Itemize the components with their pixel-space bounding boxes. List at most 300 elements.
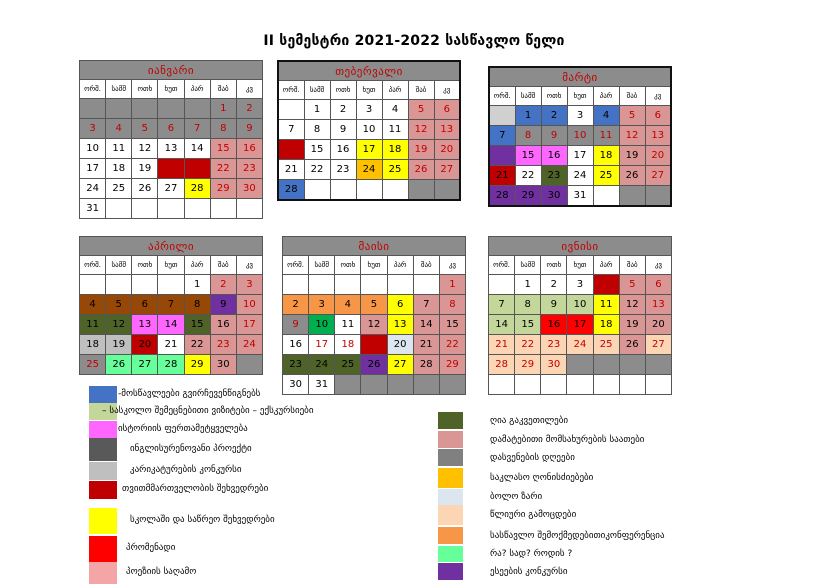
day-cell: 6 — [387, 295, 413, 315]
day-cell: 24 — [236, 335, 262, 355]
legend-swatch — [438, 546, 463, 562]
month-calendar — [488, 66, 672, 207]
day-cell: 2 — [210, 275, 236, 295]
weekday-header: შაბ — [210, 256, 236, 275]
day-cell: 22 — [515, 335, 541, 355]
month-calendar — [488, 236, 672, 395]
month-name: თებერვალი — [278, 61, 460, 81]
day-cell — [619, 375, 645, 395]
day-cell: 27 — [645, 166, 671, 186]
day-cell: 21 — [158, 335, 184, 355]
weekday-header: კვ — [645, 256, 671, 275]
day-cell: 5 — [619, 106, 645, 126]
day-cell: 14 — [489, 315, 515, 335]
legend-label: ღია გაკვეთილები — [490, 415, 569, 426]
day-cell: 1 — [210, 99, 236, 119]
day-cell: 9 — [330, 120, 356, 140]
day-cell: 22 — [439, 335, 465, 355]
day-cell — [278, 100, 304, 120]
day-cell: 17 — [567, 146, 593, 166]
legend-swatch — [438, 431, 463, 448]
legend-label: ბოლო ზარი — [490, 492, 543, 502]
legend-label: ესეების კონკურსი — [490, 566, 568, 577]
day-cell: 23 — [330, 160, 356, 180]
day-cell: 14 — [413, 315, 439, 335]
day-cell — [593, 375, 619, 395]
day-cell: 13 — [158, 139, 184, 159]
day-cell: 8 — [439, 295, 465, 315]
day-cell: 18 — [593, 146, 619, 166]
day-cell: 29 — [515, 186, 541, 207]
day-cell: 11 — [106, 139, 132, 159]
day-cell: 2 — [283, 295, 309, 315]
weekday-header: ორშ. — [489, 87, 515, 106]
day-cell: 31 — [309, 375, 335, 395]
day-cell: 14 — [278, 140, 304, 160]
legend-swatch — [89, 508, 117, 534]
day-cell: 5 — [408, 100, 434, 120]
day-cell: 4 — [106, 119, 132, 139]
weekday-header: ხუთ — [158, 256, 184, 275]
day-cell — [184, 199, 210, 219]
day-cell: 7 — [184, 119, 210, 139]
day-cell: 26 — [132, 179, 158, 199]
day-cell: 3 — [567, 275, 593, 295]
day-cell: 11 — [80, 315, 106, 335]
day-cell: 26 — [619, 335, 645, 355]
day-cell: 5 — [106, 295, 132, 315]
day-cell: 4 — [80, 295, 106, 315]
day-cell: 23 — [283, 355, 309, 375]
legend-label: პოეზიის საღამო — [126, 567, 197, 577]
day-cell: 19 — [106, 335, 132, 355]
day-cell: 20 — [645, 146, 671, 166]
day-cell: 15 — [515, 315, 541, 335]
day-cell: 28 — [489, 355, 515, 375]
day-cell — [645, 375, 671, 395]
day-cell — [413, 375, 439, 395]
day-cell — [439, 375, 465, 395]
day-cell: 21 — [413, 335, 439, 355]
day-cell — [387, 375, 413, 395]
day-cell: 11 — [593, 295, 619, 315]
legend-label: ისტორიის ფერთამეტყველება — [118, 423, 248, 434]
day-cell: 11 — [593, 126, 619, 146]
day-cell — [304, 180, 330, 201]
legend-swatch — [438, 449, 463, 466]
day-cell: 19 — [408, 140, 434, 160]
day-cell — [434, 180, 460, 201]
day-cell: 12 — [132, 139, 158, 159]
day-cell: 15 — [515, 146, 541, 166]
day-cell — [335, 275, 361, 295]
legend-label: კარიკატურების კონკურსი — [130, 465, 242, 475]
day-cell: 10 — [567, 126, 593, 146]
weekday-header: პარ — [382, 81, 408, 100]
day-cell — [356, 180, 382, 201]
day-cell: 13 — [434, 120, 460, 140]
weekday-header: ხუთ — [567, 256, 593, 275]
day-cell: 18 — [106, 159, 132, 179]
day-cell: 27 — [645, 335, 671, 355]
day-cell: 13 — [645, 295, 671, 315]
day-cell: 12 — [619, 295, 645, 315]
day-cell: 17 — [80, 159, 106, 179]
day-cell: 3 — [356, 100, 382, 120]
day-cell: 4 — [335, 295, 361, 315]
weekday-header: პარ — [184, 256, 210, 275]
legend-label: რა? სად? როდის ? — [490, 549, 573, 559]
day-cell — [106, 275, 132, 295]
day-cell: 27 — [132, 355, 158, 375]
day-cell: 8 — [184, 295, 210, 315]
day-cell: 1 — [184, 275, 210, 295]
day-cell — [413, 275, 439, 295]
day-cell — [158, 99, 184, 119]
day-cell: 20 — [645, 315, 671, 335]
day-cell: 29 — [184, 355, 210, 375]
day-cell: 27 — [387, 355, 413, 375]
day-cell: 30 — [541, 186, 567, 207]
weekday-header: ოთხ — [541, 256, 567, 275]
day-cell — [80, 275, 106, 295]
legend-swatch — [438, 489, 463, 505]
weekday-header: ოთხ — [541, 87, 567, 106]
day-cell: 16 — [210, 315, 236, 335]
page-title: II სემესტრი 2021-2022 სასწავლო წელი — [263, 33, 565, 49]
day-cell: 15 — [210, 139, 236, 159]
weekday-header: შაბ — [408, 81, 434, 100]
day-cell: 7 — [158, 295, 184, 315]
day-cell: 25 — [593, 335, 619, 355]
day-cell: 10 — [80, 139, 106, 159]
day-cell: 2 — [541, 275, 567, 295]
month-name: ივნისი — [489, 237, 672, 256]
legend-swatch — [89, 562, 117, 584]
day-cell: 6 — [645, 106, 671, 126]
weekday-header: პარ — [593, 256, 619, 275]
day-cell: 30 — [283, 375, 309, 395]
day-cell: 9 — [541, 295, 567, 315]
weekday-header: კვ — [434, 81, 460, 100]
day-cell: 5 — [619, 275, 645, 295]
day-cell — [619, 355, 645, 375]
day-cell: 6 — [645, 275, 671, 295]
legend-label: ინგლისურენოვანი პროექტი — [130, 443, 252, 454]
legend-label: – სასკოლო შემეცნებითი ვიზიტები – ექსკურსიები — [102, 405, 314, 416]
legend-swatch — [438, 563, 463, 580]
day-cell — [236, 199, 262, 219]
weekday-header: პარ — [387, 256, 413, 275]
day-cell: 22 — [304, 160, 330, 180]
day-cell: 17 — [309, 335, 335, 355]
day-cell: 1 — [515, 106, 541, 126]
day-cell — [236, 355, 262, 375]
weekday-header: პარ — [593, 87, 619, 106]
day-cell: 24 — [567, 335, 593, 355]
legend-label: სასწავლო შემოქმედებითიკონფერენცია — [490, 530, 665, 541]
day-cell: 2 — [236, 99, 262, 119]
weekday-header: სამშ — [106, 80, 132, 99]
weekday-header: შაბ — [413, 256, 439, 275]
day-cell: 8 — [304, 120, 330, 140]
day-cell: 13 — [387, 315, 413, 335]
day-cell — [210, 199, 236, 219]
day-cell: 3 — [236, 275, 262, 295]
day-cell: 15 — [439, 315, 465, 335]
day-cell — [184, 99, 210, 119]
day-cell: 15 — [304, 140, 330, 160]
day-cell: 31 — [80, 199, 106, 219]
day-cell: 28 — [278, 180, 304, 201]
day-cell: 28 — [184, 179, 210, 199]
weekday-header: სამშ — [515, 256, 541, 275]
day-cell — [619, 186, 645, 207]
day-cell — [593, 355, 619, 375]
day-cell — [158, 199, 184, 219]
weekday-header: სამშ — [304, 81, 330, 100]
day-cell: 17 — [356, 140, 382, 160]
legend-swatch — [89, 386, 117, 403]
weekday-header: ხუთ — [158, 80, 184, 99]
day-cell — [132, 199, 158, 219]
weekday-header: სამშ — [515, 87, 541, 106]
day-cell: 6 — [434, 100, 460, 120]
legend-swatch — [438, 505, 463, 525]
day-cell: 14 — [184, 139, 210, 159]
weekday-header: პარ — [184, 80, 210, 99]
day-cell: 3 — [80, 119, 106, 139]
day-cell — [158, 275, 184, 295]
day-cell: 28 — [413, 355, 439, 375]
weekday-header: კვ — [236, 256, 262, 275]
day-cell: 23 — [236, 159, 262, 179]
day-cell: 26 — [361, 355, 387, 375]
day-cell — [335, 375, 361, 395]
day-cell: 25 — [106, 179, 132, 199]
weekday-header: კვ — [236, 80, 262, 99]
day-cell — [132, 275, 158, 295]
day-cell: 28 — [489, 186, 515, 207]
day-cell — [645, 355, 671, 375]
day-cell: 19 — [132, 159, 158, 179]
legend-swatch — [89, 481, 117, 499]
day-cell — [489, 275, 515, 295]
day-cell: 19 — [619, 315, 645, 335]
weekday-header: ოთხ — [132, 256, 158, 275]
day-cell: 7 — [489, 295, 515, 315]
day-cell: 25 — [335, 355, 361, 375]
weekday-header: ოთხ — [330, 81, 356, 100]
day-cell — [515, 375, 541, 395]
day-cell: 19 — [361, 335, 387, 355]
day-cell: 21 — [489, 335, 515, 355]
day-cell: 9 — [541, 126, 567, 146]
day-cell — [489, 375, 515, 395]
legend-swatch — [89, 438, 117, 461]
legend-label: საკლასო ღონისძიებები — [490, 473, 594, 483]
day-cell: 7 — [489, 126, 515, 146]
weekday-header: ორშ. — [80, 80, 106, 99]
weekday-header: ხუთ — [361, 256, 387, 275]
day-cell: 22 — [515, 166, 541, 186]
day-cell — [283, 275, 309, 295]
day-cell: 1 — [515, 275, 541, 295]
weekday-header: კვ — [645, 87, 671, 106]
day-cell: 16 — [541, 315, 567, 335]
day-cell: 3 — [567, 106, 593, 126]
day-cell — [593, 186, 619, 207]
day-cell: 10 — [356, 120, 382, 140]
day-cell: 24 — [567, 166, 593, 186]
day-cell — [645, 186, 671, 207]
day-cell: 4 — [593, 275, 619, 295]
day-cell: 2 — [541, 106, 567, 126]
day-cell: 16 — [541, 146, 567, 166]
day-cell: 17 — [236, 315, 262, 335]
day-cell: 21 — [184, 159, 210, 179]
day-cell: 20 — [158, 159, 184, 179]
month-calendar — [79, 236, 263, 375]
day-cell: 14 — [489, 146, 515, 166]
day-cell: 10 — [309, 315, 335, 335]
month-name: აპრილი — [80, 237, 263, 256]
day-cell: 5 — [132, 119, 158, 139]
day-cell: 31 — [567, 186, 593, 207]
day-cell: 18 — [335, 335, 361, 355]
day-cell: 1 — [304, 100, 330, 120]
day-cell — [106, 199, 132, 219]
month-name: იანვარი — [80, 61, 263, 80]
day-cell: 20 — [132, 335, 158, 355]
day-cell: 3 — [309, 295, 335, 315]
day-cell: 26 — [408, 160, 434, 180]
weekday-header: ხუთ — [356, 81, 382, 100]
day-cell: 4 — [593, 106, 619, 126]
day-cell: 12 — [619, 126, 645, 146]
day-cell: 21 — [278, 160, 304, 180]
weekday-header: ორშ. — [278, 81, 304, 100]
day-cell: 6 — [132, 295, 158, 315]
day-cell: 10 — [567, 295, 593, 315]
day-cell: 26 — [619, 166, 645, 186]
day-cell: 18 — [382, 140, 408, 160]
day-cell: 26 — [106, 355, 132, 375]
day-cell — [541, 375, 567, 395]
month-calendar — [282, 236, 466, 395]
month-calendar — [79, 60, 263, 219]
day-cell: 1 — [439, 275, 465, 295]
day-cell: 28 — [158, 355, 184, 375]
weekday-header: კვ — [439, 256, 465, 275]
day-cell: 8 — [210, 119, 236, 139]
day-cell — [106, 99, 132, 119]
day-cell: 30 — [210, 355, 236, 375]
legend-label: პრომენადი — [126, 543, 176, 553]
day-cell: 9 — [236, 119, 262, 139]
legend-label: -მოსწავლეები გვირჩევენწიგნებს — [118, 388, 261, 399]
day-cell: 27 — [434, 160, 460, 180]
day-cell — [361, 275, 387, 295]
day-cell: 29 — [515, 355, 541, 375]
month-name: მაისი — [283, 237, 466, 256]
day-cell: 7 — [413, 295, 439, 315]
day-cell: 16 — [236, 139, 262, 159]
weekday-header: ხუთ — [567, 87, 593, 106]
day-cell: 30 — [541, 355, 567, 375]
day-cell — [408, 180, 434, 201]
day-cell: 12 — [106, 315, 132, 335]
day-cell: 11 — [382, 120, 408, 140]
legend-swatch — [438, 527, 463, 544]
day-cell: 21 — [489, 166, 515, 186]
day-cell — [330, 180, 356, 201]
day-cell: 8 — [515, 295, 541, 315]
day-cell: 20 — [387, 335, 413, 355]
legend-label: თვითმმართველობის შეხვედრები — [122, 484, 269, 494]
weekday-header: ოთხ — [335, 256, 361, 275]
day-cell — [567, 355, 593, 375]
day-cell: 13 — [645, 126, 671, 146]
day-cell: 12 — [361, 315, 387, 335]
legend-swatch — [89, 536, 117, 562]
day-cell: 23 — [541, 335, 567, 355]
weekday-header: სამშ — [106, 256, 132, 275]
day-cell: 6 — [158, 119, 184, 139]
day-cell: 16 — [283, 335, 309, 355]
legend-swatch — [89, 462, 117, 480]
day-cell: 29 — [439, 355, 465, 375]
day-cell: 29 — [210, 179, 236, 199]
day-cell — [132, 99, 158, 119]
day-cell: 19 — [619, 146, 645, 166]
weekday-header: შაბ — [619, 256, 645, 275]
legend-label: წლიური გამოცდები — [490, 510, 577, 520]
weekday-header: შაბ — [619, 87, 645, 106]
day-cell — [361, 375, 387, 395]
day-cell: 4 — [382, 100, 408, 120]
day-cell: 24 — [80, 179, 106, 199]
day-cell: 25 — [80, 355, 106, 375]
day-cell: 7 — [278, 120, 304, 140]
legend-swatch — [89, 421, 117, 438]
day-cell: 23 — [210, 335, 236, 355]
weekday-header: ოთხ — [132, 80, 158, 99]
day-cell: 23 — [541, 166, 567, 186]
day-cell: 10 — [236, 295, 262, 315]
day-cell: 17 — [567, 315, 593, 335]
day-cell: 12 — [408, 120, 434, 140]
day-cell: 18 — [80, 335, 106, 355]
month-name: მარტი — [489, 67, 671, 87]
weekday-header: სამშ — [309, 256, 335, 275]
day-cell: 9 — [283, 315, 309, 335]
day-cell: 13 — [132, 315, 158, 335]
day-cell: 22 — [184, 335, 210, 355]
day-cell: 18 — [593, 315, 619, 335]
legend-label: დამატებითი მომსახურების საათები — [490, 434, 645, 445]
day-cell: 11 — [335, 315, 361, 335]
day-cell — [387, 275, 413, 295]
legend-label: სკოლაში და საწრეო შეხვედრები — [130, 515, 275, 525]
day-cell — [80, 99, 106, 119]
day-cell: 16 — [330, 140, 356, 160]
day-cell — [382, 180, 408, 201]
day-cell: 27 — [158, 179, 184, 199]
day-cell: 24 — [309, 355, 335, 375]
month-calendar — [277, 60, 461, 201]
day-cell: 14 — [158, 315, 184, 335]
